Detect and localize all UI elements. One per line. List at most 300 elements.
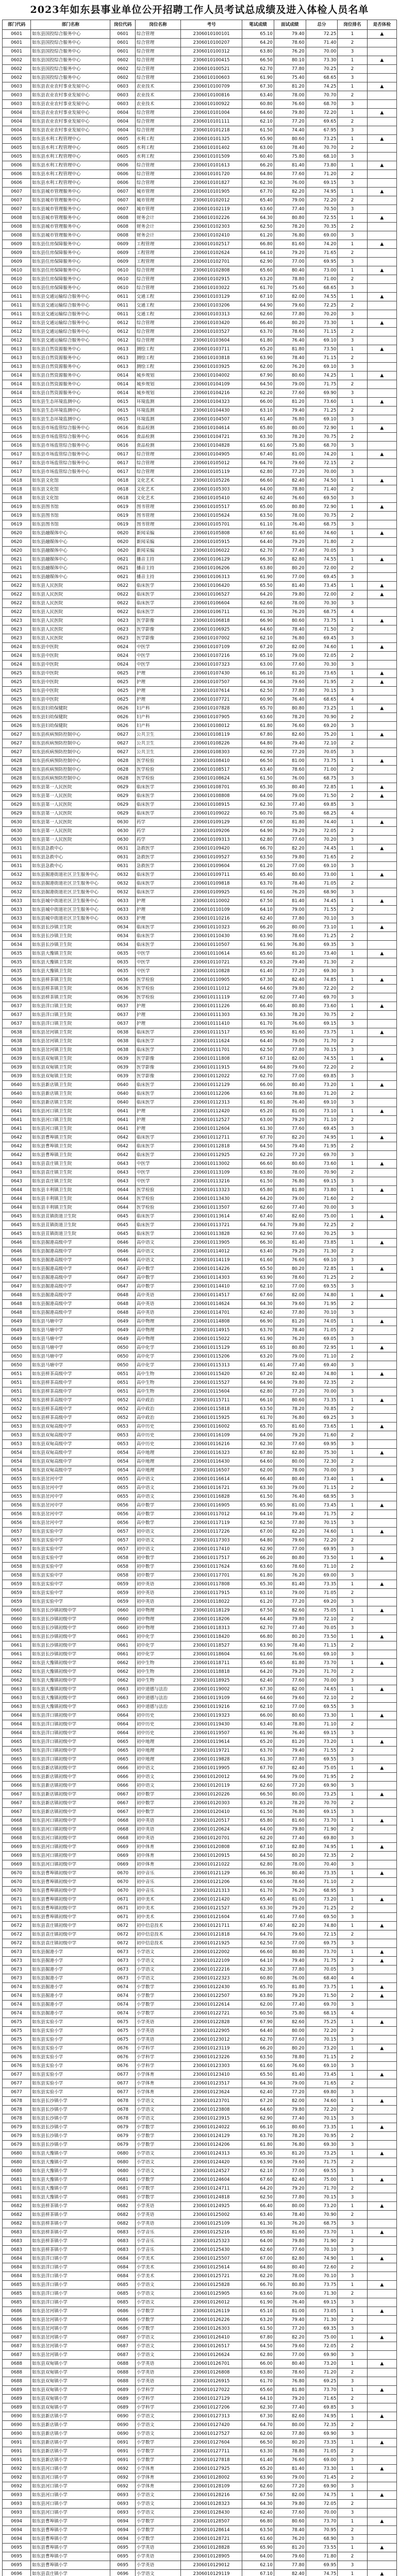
dept-name-cell: 如东县长沙镇小学 bbox=[31, 2132, 110, 2141]
written-score-cell: 61.60 bbox=[242, 1650, 274, 1659]
dept-code-cell: 0654 bbox=[3, 1458, 31, 1466]
physical-exam-flag-cell bbox=[367, 1493, 396, 1501]
physical-exam-flag-cell bbox=[367, 1282, 396, 1291]
total-score-cell: 73.20 bbox=[306, 2202, 338, 2211]
written-score-cell: 62.40 bbox=[242, 2509, 274, 2517]
dept-code-cell: 0607 bbox=[3, 205, 31, 214]
post-name-cell: 护理 bbox=[135, 696, 180, 704]
written-score-cell: 66.50 bbox=[242, 2438, 274, 2447]
total-score-cell: 69.30 bbox=[306, 967, 338, 976]
post-name-cell: 播音主持 bbox=[135, 573, 180, 582]
post-code-cell: 0653 bbox=[110, 1431, 136, 1440]
post-name-cell: 农业技术 bbox=[135, 100, 180, 109]
exam-number-cell: 2306010101218 bbox=[181, 126, 242, 135]
post-code-cell: 0625 bbox=[110, 678, 136, 687]
total-score-cell: 73.45 bbox=[306, 1501, 338, 1510]
total-score-cell: 71.65 bbox=[306, 853, 338, 862]
post-code-cell: 0621 bbox=[110, 573, 136, 582]
written-score-cell: 62.20 bbox=[242, 389, 274, 398]
rank-cell: 1 bbox=[338, 56, 367, 65]
written-score-cell: 65.10 bbox=[242, 2307, 274, 2316]
rank-cell: 1 bbox=[338, 1186, 367, 1195]
exam-number-cell: 2306010122614 bbox=[181, 2001, 242, 2009]
dept-code-cell: 0652 bbox=[3, 1396, 31, 1405]
rank-cell: 3 bbox=[338, 1309, 367, 1317]
physical-exam-flag-cell bbox=[367, 1142, 396, 1151]
dept-code-cell: 0656 bbox=[3, 1519, 31, 1528]
interview-score-cell: 76.80 bbox=[274, 1414, 306, 1422]
exam-number-cell: 2306010103420 bbox=[181, 319, 242, 328]
table-row bbox=[3, 1676, 397, 1685]
table-row bbox=[3, 2473, 397, 2482]
post-code-cell: 0672 bbox=[110, 1939, 136, 1948]
post-code-cell: 0668 bbox=[110, 1825, 136, 1834]
rank-cell: 3 bbox=[338, 1177, 367, 1186]
physical-exam-flag-cell bbox=[367, 1668, 396, 1676]
interview-score-cell: 77.40 bbox=[274, 205, 306, 214]
table-row bbox=[3, 2167, 397, 2176]
table-header-row bbox=[3, 20, 397, 30]
dept-code-cell: 0673 bbox=[3, 1974, 31, 1983]
exam-number-cell: 2306010106711 bbox=[181, 608, 242, 617]
post-code-cell: 0664 bbox=[110, 1720, 136, 1729]
interview-score-cell: 82.60 bbox=[274, 1212, 306, 1221]
dept-name-cell: 如东县栟茶镇小学 bbox=[31, 2228, 110, 2237]
dept-name-cell: 如东县岔河中学 bbox=[31, 1475, 110, 1484]
total-score-cell: 72.10 bbox=[306, 739, 338, 748]
rank-cell: 2 bbox=[338, 1431, 367, 1440]
interview-score-cell: 76.20 bbox=[274, 2535, 306, 2544]
rank-cell: 1 bbox=[338, 161, 367, 170]
dept-name-cell: 如东县丰利镇卫生院 bbox=[31, 1186, 110, 1195]
total-score-cell: 73.30 bbox=[306, 1711, 338, 1720]
post-code-cell: 0625 bbox=[110, 669, 136, 678]
total-score-cell: 69.15 bbox=[306, 1729, 338, 1738]
rank-cell: 3 bbox=[338, 1125, 367, 1133]
interview-score-cell: 77.00 bbox=[274, 1282, 306, 1291]
dept-code-cell: 0648 bbox=[3, 1291, 31, 1300]
dept-name-cell: 如东县马塘中学 bbox=[31, 1361, 110, 1370]
dept-code-cell: 0631 bbox=[3, 862, 31, 871]
exam-number-cell: 2306010107002 bbox=[181, 634, 242, 643]
rank-cell: 2 bbox=[338, 170, 367, 179]
post-name-cell: 初中信息技术 bbox=[135, 1930, 180, 1939]
written-score-cell: 64.50 bbox=[242, 380, 274, 389]
total-score-cell: 70.15 bbox=[306, 2193, 338, 2202]
dept-name-cell: 如东县融媒体中心 bbox=[31, 573, 110, 582]
post-code-cell: 0664 bbox=[110, 1711, 136, 1720]
post-code-cell: 0643 bbox=[110, 1160, 136, 1168]
interview-score-cell: 76.80 bbox=[274, 1808, 306, 1817]
physical-exam-flag-cell bbox=[367, 1361, 396, 1370]
dept-name-cell: 如东县文化馆 bbox=[31, 494, 110, 503]
written-score-cell: 62.90 bbox=[242, 2114, 274, 2123]
interview-score-cell: 80.40 bbox=[274, 1475, 306, 1484]
table-row bbox=[3, 2465, 397, 2473]
post-code-cell: 0629 bbox=[110, 792, 136, 801]
physical-exam-flag-cell: ▲ bbox=[367, 1422, 396, 1431]
post-code-cell: 0654 bbox=[110, 1458, 136, 1466]
physical-exam-flag-cell: ▲ bbox=[367, 1449, 396, 1458]
exam-number-cell: 2306010124313 bbox=[181, 2149, 242, 2158]
dept-name-cell: 如东县掘港高级中学 bbox=[31, 1256, 110, 1265]
written-score-cell: 64.80 bbox=[242, 1063, 274, 1072]
column-header: 岗位代码 bbox=[110, 20, 136, 30]
dept-code-cell: 0630 bbox=[3, 818, 31, 827]
total-score-cell: 71.80 bbox=[306, 538, 338, 547]
total-score-cell: 69.95 bbox=[306, 258, 338, 266]
physical-exam-flag-cell bbox=[367, 1274, 396, 1282]
post-code-cell: 0670 bbox=[110, 1869, 136, 1878]
table-row bbox=[3, 634, 397, 643]
written-score-cell: 62.30 bbox=[242, 179, 274, 188]
rank-cell: 2 bbox=[338, 223, 367, 231]
dept-code-cell: 0681 bbox=[3, 2184, 31, 2193]
interview-score-cell: 76.80 bbox=[274, 941, 306, 950]
dept-code-cell: 0651 bbox=[3, 1379, 31, 1387]
dept-code-cell: 0640 bbox=[3, 1081, 31, 1090]
post-name-cell: 综合管理 bbox=[135, 30, 180, 39]
dept-name-cell: 如东县大豫镇初级中学 bbox=[31, 1694, 110, 1703]
dept-name-cell: 如东县长沙镇卫生院 bbox=[31, 941, 110, 950]
table-row bbox=[3, 731, 397, 739]
interview-score-cell: 76.40 bbox=[274, 336, 306, 345]
post-code-cell: 0675 bbox=[110, 2018, 136, 2027]
dept-name-cell: 如东县洋口镇初级中学 bbox=[31, 1755, 110, 1764]
post-name-cell: 小学数学 bbox=[135, 2001, 180, 2009]
interview-score-cell: 81.80 bbox=[274, 2386, 306, 2395]
physical-exam-flag-cell bbox=[367, 608, 396, 617]
post-code-cell: 0693 bbox=[110, 2491, 136, 2500]
table-row bbox=[3, 354, 397, 363]
post-name-cell: 护理 bbox=[135, 897, 180, 906]
dept-name-cell: 如东县新店镇卫生院 bbox=[31, 1081, 110, 1090]
exam-number-cell: 2306010117517 bbox=[181, 1554, 242, 1563]
exam-number-cell: 2306010127527 bbox=[181, 2430, 242, 2438]
dept-name-cell: 如东县马塘中学 bbox=[31, 1352, 110, 1361]
exam-number-cell: 2306010110721 bbox=[181, 958, 242, 967]
rank-cell: 3 bbox=[338, 1782, 367, 1790]
post-name-cell: 初中音乐 bbox=[135, 1869, 180, 1878]
post-code-cell: 0680 bbox=[110, 2167, 136, 2176]
post-code-cell: 0663 bbox=[110, 1685, 136, 1694]
exam-number-cell: 2306010125507 bbox=[181, 2255, 242, 2263]
post-code-cell: 0613 bbox=[110, 363, 136, 371]
post-name-cell: 文化艺术 bbox=[135, 477, 180, 485]
dept-name-cell: 如东县曹埠镇初级中学 bbox=[31, 1895, 110, 1904]
dept-code-cell: 0633 bbox=[3, 897, 31, 906]
dept-name-cell: 如东县大豫镇初级中学 bbox=[31, 1659, 110, 1668]
exam-number-cell: 2306010111226 bbox=[181, 1002, 242, 1011]
table-row bbox=[3, 2333, 397, 2342]
written-score-cell: 63.10 bbox=[242, 1589, 274, 1598]
table-row bbox=[3, 783, 397, 792]
physical-exam-flag-cell bbox=[367, 687, 396, 696]
rank-cell: 1 bbox=[338, 1983, 367, 1992]
exam-number-cell: 2306010120226 bbox=[181, 1790, 242, 1799]
table-row bbox=[3, 1247, 397, 1256]
physical-exam-flag-cell bbox=[367, 2526, 396, 2535]
post-code-cell: 0688 bbox=[110, 2360, 136, 2368]
table-row bbox=[3, 2517, 397, 2526]
exam-number-cell: 2306010118527 bbox=[181, 1641, 242, 1650]
rank-cell: 2 bbox=[338, 1221, 367, 1230]
dept-name-cell: 如东县实验中学 bbox=[31, 1554, 110, 1563]
dept-code-cell: 0608 bbox=[3, 223, 31, 231]
physical-exam-flag-cell: ▲ bbox=[367, 897, 396, 906]
rank-cell: 2 bbox=[338, 766, 367, 774]
exam-number-cell: 2306010109527 bbox=[181, 853, 242, 862]
dept-name-cell: 如东县曹埠镇初级中学 bbox=[31, 1904, 110, 1913]
written-score-cell: 67.90 bbox=[242, 371, 274, 380]
written-score-cell: 65.20 bbox=[242, 2465, 274, 2473]
table-row bbox=[3, 1773, 397, 1782]
interview-score-cell: 78.20 bbox=[274, 1011, 306, 1020]
physical-exam-flag-cell bbox=[367, 2027, 396, 2036]
dept-name-cell: 如东县曹埠镇小学 bbox=[31, 2517, 110, 2526]
rank-cell: 2 bbox=[338, 1878, 367, 1887]
total-score-cell: 68.65 bbox=[306, 284, 338, 293]
rank-cell: 3 bbox=[338, 2114, 367, 2123]
post-code-cell: 0657 bbox=[110, 1545, 136, 1554]
dept-code-cell: 0605 bbox=[3, 135, 31, 144]
dept-code-cell: 0660 bbox=[3, 1606, 31, 1615]
post-name-cell: 小学数学 bbox=[135, 2009, 180, 2018]
interview-score-cell: 80.60 bbox=[274, 135, 306, 144]
rank-cell: 2 bbox=[338, 2237, 367, 2246]
total-score-cell: 71.20 bbox=[306, 2368, 338, 2377]
column-header: 部门代码 bbox=[3, 20, 31, 30]
table-row bbox=[3, 757, 397, 766]
written-score-cell: 67.20 bbox=[242, 1370, 274, 1379]
dept-name-cell: 如东县双甸镇小学 bbox=[31, 2403, 110, 2412]
dept-name-cell: 如东县文化馆 bbox=[31, 485, 110, 494]
rank-cell: 1 bbox=[338, 923, 367, 932]
rank-cell: 2 bbox=[338, 2552, 367, 2561]
post-name-cell: 城市管理 bbox=[135, 188, 180, 196]
exam-number-cell: 2306010122216 bbox=[181, 1965, 242, 1974]
dept-name-cell: 如东县急救中心 bbox=[31, 862, 110, 871]
total-score-cell: 73.75 bbox=[306, 1028, 338, 1037]
dept-name-cell: 如东县栟茶镇小学 bbox=[31, 2202, 110, 2211]
rank-cell: 3 bbox=[338, 1230, 367, 1239]
rank-cell: 1 bbox=[338, 1738, 367, 1747]
exam-number-cell: 2306010105119 bbox=[181, 468, 242, 477]
physical-exam-flag-cell bbox=[367, 117, 396, 126]
post-name-cell: 临床医学 bbox=[135, 1046, 180, 1055]
physical-exam-flag-cell: ▲ bbox=[367, 1291, 396, 1300]
post-code-cell: 0627 bbox=[110, 731, 136, 739]
written-score-cell: 66.20 bbox=[242, 161, 274, 170]
dept-name-cell: 如东县洋口镇卫生院 bbox=[31, 1020, 110, 1028]
written-score-cell: 67.50 bbox=[242, 2491, 274, 2500]
physical-exam-flag-cell bbox=[367, 442, 396, 450]
post-code-cell: 0602 bbox=[110, 56, 136, 65]
table-row bbox=[3, 1484, 397, 1493]
written-score-cell: 65.40 bbox=[242, 1895, 274, 1904]
interview-score-cell: 77.60 bbox=[274, 1913, 306, 1922]
total-score-cell: 70.10 bbox=[306, 1309, 338, 1317]
post-name-cell: 护理 bbox=[135, 1125, 180, 1133]
interview-score-cell: 80.80 bbox=[274, 214, 306, 223]
rank-cell: 2 bbox=[338, 2342, 367, 2351]
rank-cell: 3 bbox=[338, 1965, 367, 1974]
written-score-cell: 64.00 bbox=[242, 792, 274, 801]
physical-exam-flag-cell bbox=[367, 1230, 396, 1239]
physical-exam-flag-cell bbox=[367, 564, 396, 573]
exam-number-cell: 2306010126624 bbox=[181, 2351, 242, 2360]
rank-cell: 1 bbox=[338, 617, 367, 625]
written-score-cell: 63.70 bbox=[242, 1326, 274, 1335]
exam-number-cell: 2306010106022 bbox=[181, 547, 242, 555]
interview-score-cell: 81.00 bbox=[274, 757, 306, 766]
dept-name-cell: 如东县掘港小学 bbox=[31, 1948, 110, 1957]
interview-score-cell: 79.60 bbox=[274, 1300, 306, 1309]
exam-number-cell: 2306010125323 bbox=[181, 2237, 242, 2246]
written-score-cell: 62.60 bbox=[242, 2482, 274, 2491]
post-name-cell: 公共卫生 bbox=[135, 731, 180, 739]
dept-name-cell: 如东县双甸镇小学 bbox=[31, 2368, 110, 2377]
total-score-cell: 71.05 bbox=[306, 1589, 338, 1598]
rank-cell: 3 bbox=[338, 2535, 367, 2544]
post-name-cell: 高中地理 bbox=[135, 1458, 180, 1466]
post-name-cell: 高中英语 bbox=[135, 1291, 180, 1300]
dept-code-cell: 0667 bbox=[3, 1790, 31, 1799]
total-score-cell: 74.95 bbox=[306, 188, 338, 196]
dept-code-cell: 0645 bbox=[3, 1212, 31, 1221]
interview-score-cell: 80.00 bbox=[274, 2202, 306, 2211]
rank-cell: 2 bbox=[338, 2158, 367, 2167]
dept-name-cell: 如东县市场监管综合服务中心 bbox=[31, 442, 110, 450]
post-code-cell: 0615 bbox=[110, 415, 136, 424]
physical-exam-flag-cell bbox=[367, 2421, 396, 2430]
post-name-cell: 初中体育 bbox=[135, 1852, 180, 1860]
exam-number-cell: 2306010104828 bbox=[181, 442, 242, 450]
total-score-cell: 74.75 bbox=[306, 2491, 338, 2500]
written-score-cell: 62.40 bbox=[242, 2088, 274, 2097]
post-code-cell: 0633 bbox=[110, 897, 136, 906]
rank-cell: 2 bbox=[338, 1168, 367, 1177]
interview-score-cell: 78.60 bbox=[274, 1563, 306, 1571]
post-name-cell: 小学语文 bbox=[135, 1974, 180, 1983]
physical-exam-flag-cell: ▲ bbox=[367, 1160, 396, 1168]
rank-cell: 2 bbox=[338, 459, 367, 468]
post-code-cell: 0685 bbox=[110, 2298, 136, 2307]
rank-cell: 1 bbox=[338, 503, 367, 512]
physical-exam-flag-cell bbox=[367, 2158, 396, 2167]
total-score-cell: 73.40 bbox=[306, 1475, 338, 1484]
written-score-cell: 65.50 bbox=[242, 582, 274, 590]
total-score-cell: 71.15 bbox=[306, 1641, 338, 1650]
physical-exam-flag-cell bbox=[367, 2298, 396, 2307]
physical-exam-flag-cell: ▲ bbox=[367, 2281, 396, 2290]
table-row bbox=[3, 1414, 397, 1422]
physical-exam-flag-cell bbox=[367, 2482, 396, 2491]
post-code-cell: 0610 bbox=[110, 275, 136, 284]
total-score-cell: 73.35 bbox=[306, 2123, 338, 2132]
post-name-cell: 护理 bbox=[135, 906, 180, 914]
table-row bbox=[3, 617, 397, 625]
rank-cell: 3 bbox=[338, 1335, 367, 1344]
written-score-cell: 64.50 bbox=[242, 1852, 274, 1860]
written-score-cell: 61.50 bbox=[242, 126, 274, 135]
table-row bbox=[3, 1309, 397, 1317]
physical-exam-flag-cell bbox=[367, 380, 396, 389]
table-row bbox=[3, 240, 397, 249]
exam-number-cell: 2306010119323 bbox=[181, 1711, 242, 1720]
post-code-cell: 0618 bbox=[110, 494, 136, 503]
dept-name-cell: 如东县岔河镇卫生院 bbox=[31, 1046, 110, 1055]
dept-code-cell: 0630 bbox=[3, 827, 31, 836]
table-row bbox=[3, 1125, 397, 1133]
rank-cell: 1 bbox=[338, 477, 367, 485]
post-code-cell: 0638 bbox=[110, 1046, 136, 1055]
dept-name-cell: 如东县袁庄镇卫生院 bbox=[31, 1160, 110, 1168]
total-score-cell: 71.25 bbox=[306, 932, 338, 941]
total-score-cell: 71.10 bbox=[306, 1116, 338, 1125]
interview-score-cell: 78.80 bbox=[274, 2053, 306, 2062]
total-score-cell: 69.70 bbox=[306, 2001, 338, 2009]
rank-cell: 1 bbox=[338, 371, 367, 380]
post-code-cell: 0639 bbox=[110, 1055, 136, 1063]
post-code-cell: 0640 bbox=[110, 1098, 136, 1107]
table-row bbox=[3, 1799, 397, 1808]
dept-code-cell: 0605 bbox=[3, 144, 31, 152]
post-code-cell: 0694 bbox=[110, 2526, 136, 2535]
physical-exam-flag-cell bbox=[367, 967, 396, 976]
written-score-cell: 67.00 bbox=[242, 2255, 274, 2263]
post-name-cell: 小学数学 bbox=[135, 2193, 180, 2202]
interview-score-cell: 77.60 bbox=[274, 2509, 306, 2517]
interview-score-cell: 76.80 bbox=[274, 634, 306, 643]
dept-code-cell: 0669 bbox=[3, 1852, 31, 1860]
table-row bbox=[3, 1843, 397, 1852]
total-score-cell: 70.10 bbox=[306, 914, 338, 923]
interview-score-cell: 81.40 bbox=[274, 2465, 306, 2473]
dept-code-cell: 0603 bbox=[3, 91, 31, 100]
dept-name-cell: 如东县袁庄镇小学 bbox=[31, 2570, 110, 2576]
dept-name-cell: 如东县岔河镇小学 bbox=[31, 2333, 110, 2342]
interview-score-cell: 77.20 bbox=[274, 967, 306, 976]
dept-name-cell: 如东县新店镇小学 bbox=[31, 2421, 110, 2430]
physical-exam-flag-cell: ▲ bbox=[367, 2360, 396, 2368]
table-row bbox=[3, 1852, 397, 1860]
dept-code-cell: 0606 bbox=[3, 170, 31, 179]
post-code-cell: 0672 bbox=[110, 1930, 136, 1939]
rank-cell: 2 bbox=[338, 1668, 367, 1676]
table-row bbox=[3, 2132, 397, 2141]
post-code-cell: 0685 bbox=[110, 2281, 136, 2290]
total-score-cell: 70.10 bbox=[306, 2246, 338, 2255]
table-row bbox=[3, 1300, 397, 1309]
table-row bbox=[3, 792, 397, 801]
dept-name-cell: 如东县水利工程管理中心 bbox=[31, 152, 110, 161]
written-score-cell: 63.60 bbox=[242, 1563, 274, 1571]
dept-code-cell: 0642 bbox=[3, 1133, 31, 1142]
post-name-cell: 初中道德与法治 bbox=[135, 1694, 180, 1703]
exam-number-cell: 2306010111303 bbox=[181, 1011, 242, 1020]
dept-code-cell: 0604 bbox=[3, 109, 31, 117]
rank-cell: 2 bbox=[338, 1825, 367, 1834]
post-code-cell: 0619 bbox=[110, 520, 136, 529]
post-name-cell: 交通工程 bbox=[135, 293, 180, 301]
dept-name-cell: 如东县栟茶镇小学 bbox=[31, 2237, 110, 2246]
dept-code-cell: 0668 bbox=[3, 1834, 31, 1843]
dept-name-cell: 如东县自然资源服务中心 bbox=[31, 354, 110, 363]
written-score-cell: 66.00 bbox=[242, 1711, 274, 1720]
dept-code-cell: 0664 bbox=[3, 1720, 31, 1729]
post-name-cell: 城乡规划 bbox=[135, 380, 180, 389]
